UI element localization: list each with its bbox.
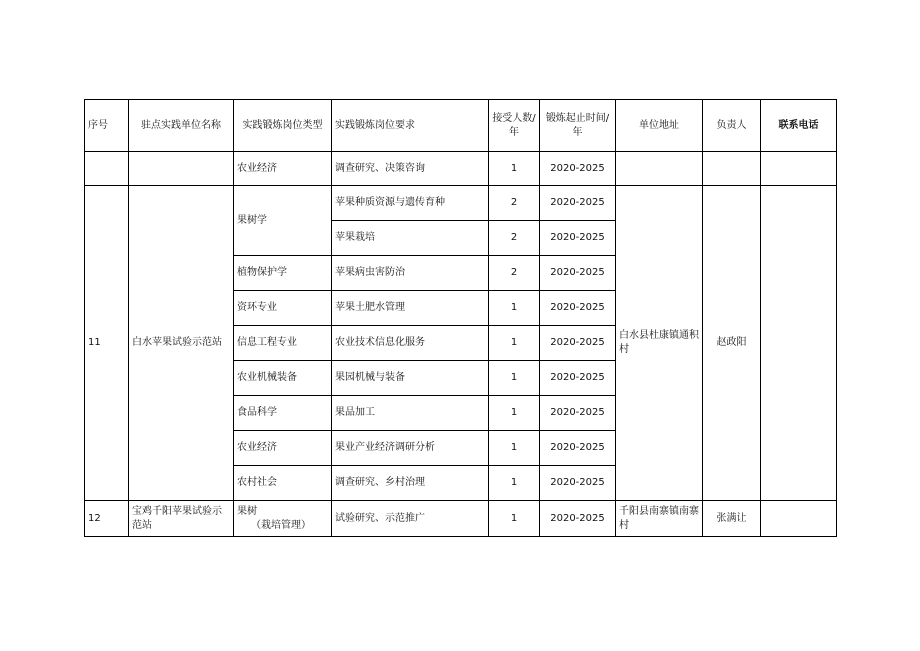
seq-cell: 11 — [85, 186, 129, 501]
count-cell: 1 — [489, 152, 540, 186]
header-phone: 联系电话 — [761, 100, 837, 152]
count-cell: 2 — [489, 221, 540, 256]
requirement-cell: 苹果土肥水管理 — [332, 291, 489, 326]
address-cell: 白水县杜康镇通积村 — [616, 186, 703, 501]
period-cell: 2020-2025 — [540, 186, 616, 221]
count-cell: 2 — [489, 186, 540, 221]
post-type-cell: 农业经济 — [234, 431, 332, 466]
unit-cell: 宝鸡千阳苹果试验示范站 — [129, 501, 234, 537]
count-cell: 1 — [489, 431, 540, 466]
requirement-cell: 果园机械与装备 — [332, 361, 489, 396]
table-row — [85, 152, 837, 186]
person-cell: 张满让 — [703, 501, 761, 537]
header-person: 负责人 — [703, 100, 761, 152]
person-cell — [703, 152, 761, 186]
count-cell: 1 — [489, 326, 540, 361]
period-cell: 2020-2025 — [540, 501, 616, 537]
requirement-cell: 农业技术信息化服务 — [332, 326, 489, 361]
count-cell: 1 — [489, 291, 540, 326]
period-cell: 2020-2025 — [540, 152, 616, 186]
requirement-cell: 苹果栽培 — [332, 221, 489, 256]
post-type-cell: 资环专业 — [234, 291, 332, 326]
post-type-cell: 植物保护学 — [234, 256, 332, 291]
address-cell — [616, 152, 703, 186]
phone-cell — [761, 186, 837, 501]
practice-post-table — [84, 99, 837, 537]
address-cell: 千阳县南寨镇南寨村 — [616, 501, 703, 537]
unit-cell: 白水苹果试验示范站 — [129, 186, 234, 501]
requirement-cell: 果业产业经济调研分析 — [332, 431, 489, 466]
post-type-cell: 农业经济 — [234, 152, 332, 186]
count-cell: 2 — [489, 256, 540, 291]
header-unit: 驻点实践单位名称 — [129, 100, 234, 152]
period-cell: 2020-2025 — [540, 326, 616, 361]
requirement-cell: 果品加工 — [332, 396, 489, 431]
unit-cell — [129, 152, 234, 186]
header-requirement: 实践锻炼岗位要求 — [332, 100, 489, 152]
post-type-cell: 果树学 — [234, 186, 332, 256]
period-cell: 2020-2025 — [540, 431, 616, 466]
header-count: 接受人数/年 — [489, 100, 540, 152]
header-address: 单位地址 — [616, 100, 703, 152]
table-row — [85, 186, 837, 221]
header-period: 锻炼起止时间/年 — [540, 100, 616, 152]
post-type-cell: 农村社会 — [234, 466, 332, 501]
count-cell: 1 — [489, 361, 540, 396]
post-type-cell: 信息工程专业 — [234, 326, 332, 361]
post-type-line1: 果树 — [237, 505, 257, 517]
header-post-type: 实践锻炼岗位类型 — [234, 100, 332, 152]
person-cell: 赵政阳 — [703, 186, 761, 501]
count-cell: 1 — [489, 466, 540, 501]
header-row — [85, 100, 837, 152]
requirement-cell: 试验研究、示范推广 — [332, 501, 489, 537]
seq-cell: 12 — [85, 501, 129, 537]
requirement-cell: 苹果种质资源与遗传育种 — [332, 186, 489, 221]
period-cell: 2020-2025 — [540, 396, 616, 431]
period-cell: 2020-2025 — [540, 221, 616, 256]
seq-cell — [85, 152, 129, 186]
period-cell: 2020-2025 — [540, 291, 616, 326]
phone-cell — [761, 152, 837, 186]
post-type-cell: 食品科学 — [234, 396, 332, 431]
period-cell: 2020-2025 — [540, 466, 616, 501]
post-type-cell — [234, 501, 332, 537]
header-seq: 序号 — [85, 100, 129, 152]
post-type-cell: 农业机械装备 — [234, 361, 332, 396]
count-cell: 1 — [489, 396, 540, 431]
post-type-line2: （栽培管理） — [251, 519, 311, 531]
table-row — [85, 501, 837, 537]
requirement-cell: 调查研究、决策咨询 — [332, 152, 489, 186]
count-cell: 1 — [489, 501, 540, 537]
period-cell: 2020-2025 — [540, 361, 616, 396]
requirement-cell: 调查研究、乡村治理 — [332, 466, 489, 501]
requirement-cell: 苹果病虫害防治 — [332, 256, 489, 291]
period-cell: 2020-2025 — [540, 256, 616, 291]
phone-cell — [761, 501, 837, 537]
